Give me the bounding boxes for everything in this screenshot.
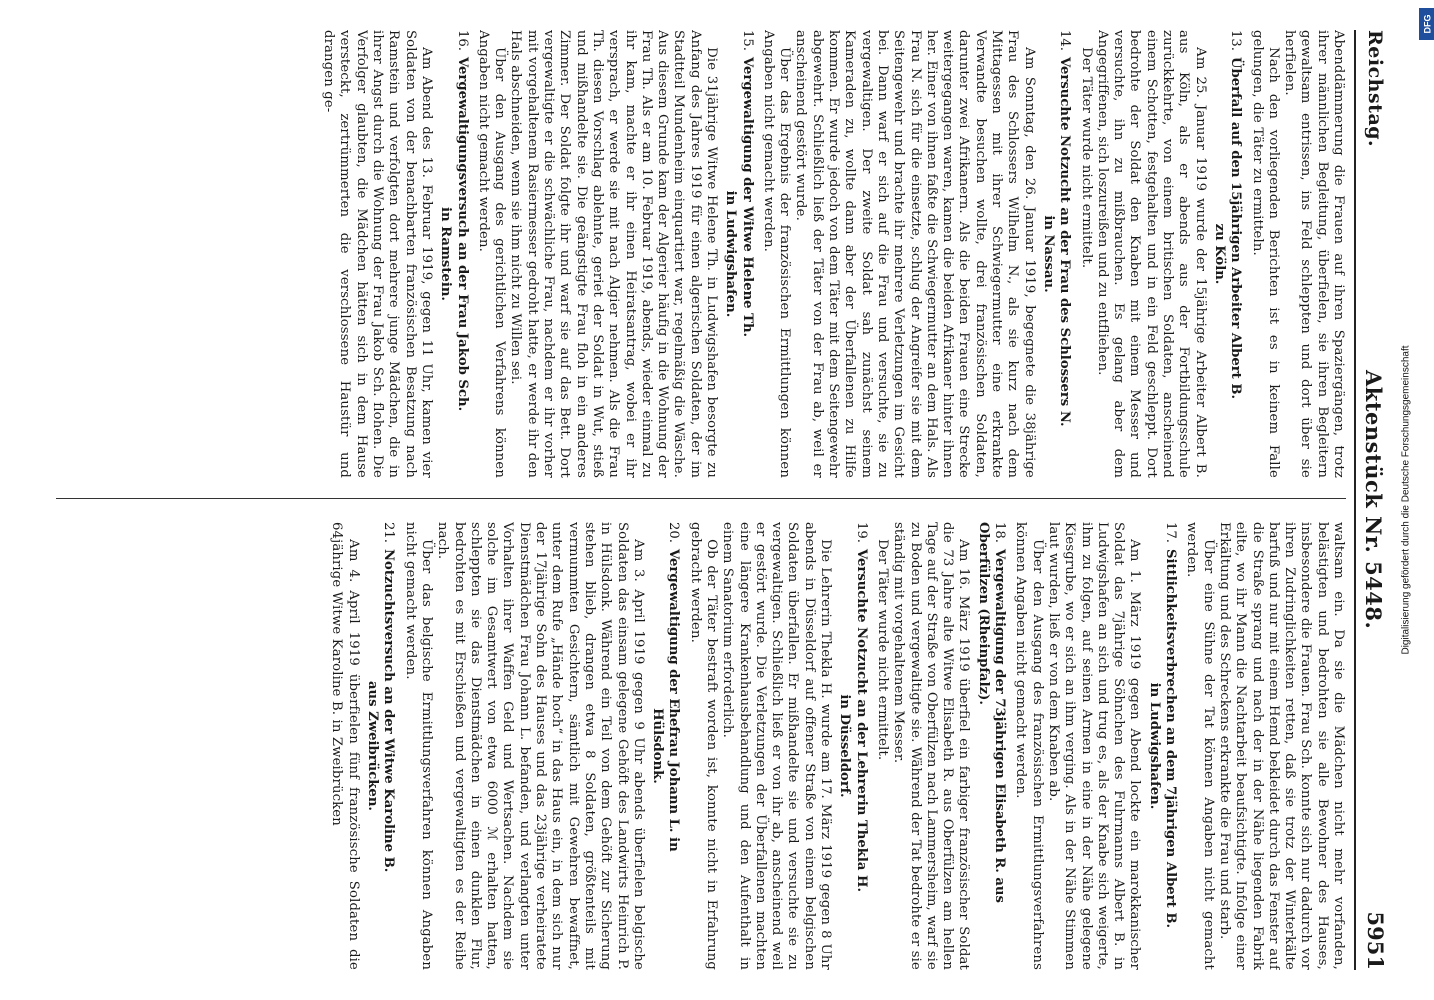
header-left: Reichstag. bbox=[1364, 30, 1386, 148]
section-place: zu Köln. bbox=[1211, 223, 1227, 285]
paragraph: Am 1. März 1919 gegen Abend lockte ein marokkanischer Soldat das 7jährige Söhnchen des Fuhrmanns Albert B. in Ludwigshafen an sich und trug es, als der Knabe sich weigerte, ihm zu folgen, auf seinen Armen in eine in der Nähe gelegene Kiesgrube, wo er sich an ihm verging. Als in der Nähe Stimmen laut wurden, ließ er von dem Knaben ab. bbox=[1045, 522, 1143, 970]
section-title: Überfall auf den 15jährigen Arbeiter Albert B. bbox=[1228, 56, 1244, 400]
section-number: 13. bbox=[1228, 30, 1244, 51]
paragraph: Über den Ausgang des gerichtlichen Verfahrens können Angaben nicht gemacht werden. bbox=[475, 30, 508, 478]
section-number: 17. bbox=[1163, 522, 1179, 543]
section-heading-16 bbox=[437, 30, 470, 478]
section-number: 16. bbox=[454, 30, 470, 51]
dfg-logo bbox=[1419, 8, 1434, 40]
section-place: in Düsseldorf. bbox=[837, 694, 853, 798]
section-place: Hülsdonk. bbox=[650, 708, 666, 784]
paragraph: waltsam ein. Da sie die Mädchen nicht mehr vorfanden, belästigten und bedrohten sie alle Bewohner des Hauses, insbesondere die Frauen. Frau Sch. konnte sich nur dadurch vor ihren Zudringlichkeiten retten, daß sie trotz der Winterkälte barfuß und nur mit einem Hemd bekleidet durch das Fenster auf die Straße sprang und nach der in der Nähe liegenden Fabrik eilte, wo ihr Mann die Nachtarbeit beaufsichtigte. Infolge einer Erkältung und des Schreckens erkrankte die Frau und starb. bbox=[1216, 522, 1346, 970]
paragraph: Am 4. April 1919 überfielen fünf französische Soldaten die 64jährige Witwe Karoline B. in Zweibrücken bbox=[329, 522, 361, 970]
paragraph: Ob der Täter bestraft worden ist, konnte nicht in Erfahrung gebracht werden. bbox=[687, 522, 720, 970]
right-column bbox=[56, 522, 1346, 970]
section-heading-14 bbox=[1040, 30, 1073, 478]
header-rule bbox=[1354, 30, 1356, 970]
section-title: Vergewaltigungsversuch an der Frau Jakob Sch. bbox=[454, 56, 470, 412]
paragraph: Über eine Sühne der Tat können Angaben nicht gemacht werden. bbox=[1184, 522, 1216, 970]
section-heading-15 bbox=[722, 30, 755, 478]
section-heading-21 bbox=[364, 522, 397, 970]
section-title: Vergewaltigung der Witwe Helene Th. bbox=[739, 56, 755, 338]
section-place: aus Zweibrücken. bbox=[365, 680, 381, 812]
column-divider bbox=[56, 498, 1346, 499]
section-title: Versuchte Notzucht an der Frau des Schlossers N. bbox=[1057, 56, 1073, 427]
section-title: Vergewaltigung der Ehefrau Johann L. in bbox=[666, 548, 682, 852]
page-header bbox=[1358, 30, 1388, 970]
section-number: 15. bbox=[739, 30, 755, 51]
section-title: Versuchte Notzucht an der Lehrerin Thekla H. bbox=[853, 548, 869, 893]
paragraph: Am Abend des 13. Februar 1919, gegen 11 Uhr, kamen vier Soldaten von der benachbarten französischen Besatzung nach Ramstein und verfolgten dort mehrere junge Mädchen, die in ihrer Angst durch die Wohnung der Frau Jakob Sch. flohen. Die Verfolger glaubten, die Mädchen hätten sich in dem Hause versteckt, zertrümmerten die verschlossene Haustür und drangen ge- bbox=[321, 30, 434, 478]
paragraph: Am Sonntag, den 26. Januar 1919, begegnete die 38jährige Frau des Schlossers Wilhelm N., als sie kurz nach dem Mittagessen mit ihrer Schwiegermutter eine erkrankte Verwandte besuchen wollte, drei französischen Soldaten, darunter zwei Afrikanern. Als die beiden Frauen eine Strecke weitergegangen waren, kamen die beiden Afrikaner hinter ihnen her. Einer von ihnen faßte die Schwiegermutter an dem Hals. Als Frau N. sich für die einsetzte, schlug der Angreifer sie mit dem Seitengewehr und brachte ihr mehrere Verletzungen im Gesicht bei. Dann warf er sich auf die Frau und versuchte, sie zu vergewaltigen. Der zweite Soldat sah zunächst seinem Kameraden zu, wollte dann aber der Überfallenen zu Hilfe kommen. Er wurde jedoch von dem Täter mit dem Seitengewehr abgewehrt. Schließlich ließ der Täter von der Frau ab, weil er anscheinend gestört wurde. bbox=[793, 30, 1037, 478]
paragraph: Am 25. Januar 1919 wurde der 15jährige Arbeiter Albert B. aus Köln, als er abends aus der Fortbildungsschule zurückkehrte, von einem britischen Soldaten, anscheinend einem Schotten, festgehalten und in ein Feld geschleppt. Dort bedrohte der Soldat den Knaben mit einem Messer und versuchte, ihn zu mißbrauchen. Es gelang aber dem Angegriffenen, sich loszureißen und zu entfliehen. bbox=[1094, 30, 1208, 478]
section-heading-13 bbox=[1211, 30, 1244, 478]
section-number: 21. bbox=[381, 522, 397, 543]
paragraph: Der Täter wurde nicht ermittelt. bbox=[874, 539, 890, 761]
section-title: Sittlichkeitsverbrechen an dem 7jährigen Albert B. bbox=[1163, 548, 1179, 929]
paragraph: Über den Ausgang des französischen Ermittlungsverfahrens können Angaben nicht gemacht werden. bbox=[1013, 522, 1045, 970]
section-place: in Ludwigshafen. bbox=[723, 190, 739, 318]
paragraph: Nach den vorliegenden Berichten ist es in keinem Falle gelungen, die Täter zu ermitteln. bbox=[1249, 30, 1281, 478]
section-number: 14. bbox=[1057, 30, 1073, 51]
paragraph: Über das belgische Ermittlungsverfahren können Angaben nicht gemacht werden. bbox=[402, 522, 434, 970]
section-heading-19 bbox=[836, 522, 869, 970]
paragraph: Am 3. April 1919 gegen 9 Uhr abends überfielen belgische Soldaten das einsam gelegene Gehöft des Landwirts Heinrich P. in Hülsdonk. Während ein Teil von dem Gehöft zur Sicherung stehen blieb, drangen etwa 8 Soldaten, größtenteils mit vermummten Gesichtern, sämtlich mit Gewehren bewaffnet, unter dem Rufe „Hände hoch“ in das Haus ein, in dem sich nur der 17jährige Sohn des Hauses und das 23jährige verheiratete Dienstmädchen Frau Johann L. befanden, und verlangten unter Vorhalten ihrer Waffen Geld und Wertsachen. Nachdem sie solche im Gesamtwert von etwa 6000 ℳ erhalten hatten, schleppten sie das Dienstmädchen in einen dunklen Flur, bedrohten es mit Erschießen und vergewaltigten es der Reihe nach. bbox=[435, 522, 646, 970]
section-number: 20. bbox=[666, 522, 682, 543]
left-column bbox=[56, 30, 1346, 478]
section-number: 18. bbox=[992, 522, 1008, 543]
paragraph: Über das Ergebnis der französischen Ermittlungen können Angaben nicht gemacht werden. bbox=[760, 30, 793, 478]
paragraph: Die Lehrerin Thekla H. wurde am 17. März 1919 gegen 8 Uhr abends in Düsseldorf auf offener Straße von einem belgischen Soldaten überfallen. Er mißhandelte sie und versuchte sie zu vergewaltigen. Schließlich ließ er von ihr ab, anscheinend weil er gestört wurde. Die Verletzungen der Überfallenen machten eine längere Krankenhausbehandlung und den Aufenthalt in einem Sanatorium erforderlich. bbox=[720, 522, 834, 970]
paragraph: Die 31jährige Witwe Helene Th. in Ludwigshafen besorgte zu Anfang des Jahres 1919 für einen algerischen Soldaten, der im Stadtteil Mundenheim einquartiert war, regelmäßig die Wäsche. Aus diesem Grunde kam der Algerier häufig in die Wohnung der Frau Th. Als er am 10. Februar 1919, abends, wieder einmal zu ihr kam, machte er ihr einen Heiratsantrag, wobei er ihr versprach, er werde sie mit nach Algier nehmen. Als die Frau Th. diesen Vorschlag ablehnte, geriet der Soldat in Wut, stieß und mißhandelte sie. Die geängstigte Frau floh in ein anderes Zimmer. Der Soldat folgte ihr und warf sie auf das Bett. Dort vergewaltigte er die schwächliche Frau, nachdem er ihr vorher mit vorgehaltenem Rasiermesser gedroht hatte, er werde ihr den Hals abschneiden, wenn sie ihm nicht zu Willen sei. bbox=[508, 30, 720, 478]
section-number: 19. bbox=[853, 522, 869, 543]
document-page bbox=[48, 30, 1388, 970]
paragraph: Am 16. März 1919 überfiel ein farbiger französischer Soldat die 73 Jahre alte Witwe Elisabeth R. aus Oberfülzen am hellen Tage auf der Straße von Oberfülzen nach Lammersheim, warf sie zu Boden und vergewaltigte sie. Während der Tat bedrohte er sie ständig mit vorgehaltenem Messer. bbox=[891, 522, 972, 970]
paragraph: Abenddämmerung die Frauen auf ihren Spaziergängen, trotz ihrer männlichen Begleitung, überfielen, sie ihren Begleitern gewaltsam entrissen, ins Feld schleppten und dort über sie herfielen. bbox=[1282, 30, 1346, 478]
section-place: in Nassau. bbox=[1040, 215, 1056, 293]
section-heading-18 bbox=[974, 522, 1007, 970]
paragraph: Der Täter wurde nicht ermittelt. bbox=[1078, 47, 1094, 269]
section-heading-20 bbox=[649, 522, 682, 970]
section-heading-17 bbox=[1145, 522, 1178, 970]
section-title: Notzuchtsversuch an der Witwe Karoline B. bbox=[381, 548, 397, 873]
section-title: Vergewaltigung der 73jährigen Elisabeth R. aus Oberfülzen (Rheinpfalz). bbox=[975, 522, 1008, 903]
section-place: in Ramstein. bbox=[438, 206, 454, 302]
digitization-credit: Digitalisierung gefördert durch die Deutsche Forschungsgemeinschaft bbox=[1400, 345, 1412, 655]
header-title: Aktenstück Nr. 5448. bbox=[1361, 370, 1386, 630]
section-place: in Ludwigshafen. bbox=[1146, 682, 1162, 810]
dfg-logo-text: DFG bbox=[1422, 14, 1432, 34]
page-number: 5951 bbox=[1363, 911, 1388, 970]
